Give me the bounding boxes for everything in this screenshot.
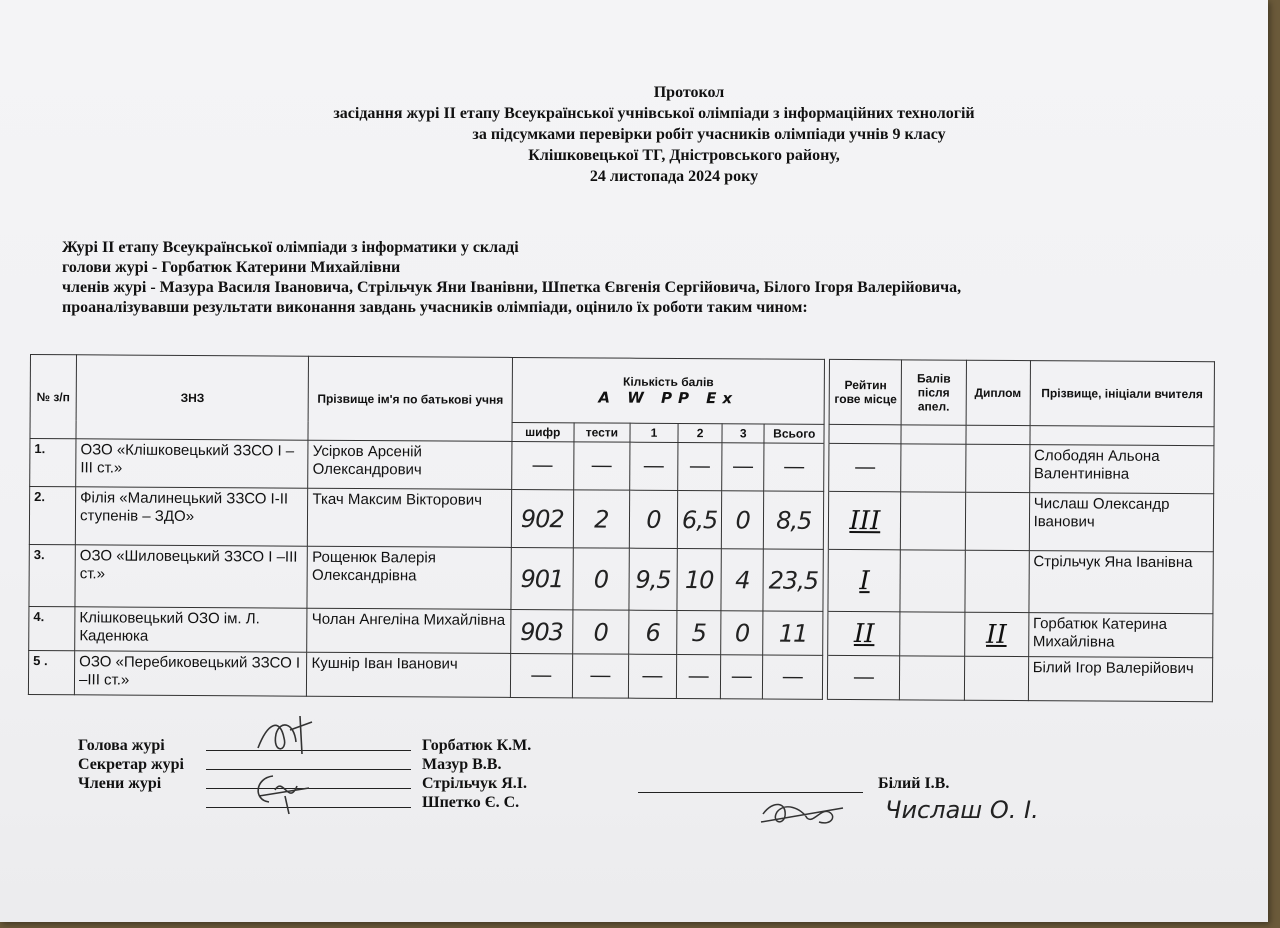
teacher-cell: Горбатюк Катерина Михайлівна xyxy=(1028,613,1213,658)
protocol-subject-line: за підсумками перевірки робіт учасників олімпіади учнів 9 класу xyxy=(472,126,946,143)
col-school-header: ЗНЗ xyxy=(76,355,309,440)
results-table xyxy=(28,354,1215,702)
total-score-cell: 23,5 xyxy=(763,549,823,611)
total-score-cell: 11 xyxy=(763,611,823,655)
school-cell: Клішковецький ОЗО ім. Л. Каденюка xyxy=(75,607,308,652)
col-task3-header: 3 xyxy=(722,424,764,443)
col-num-header: № з/п xyxy=(30,355,77,439)
head-role: Голова журі xyxy=(78,737,165,754)
head-name: Горбатюк К.М. xyxy=(422,737,532,754)
col-scores-header xyxy=(512,357,825,424)
rank-cell: II xyxy=(828,611,900,655)
col-total-header: Всього xyxy=(764,424,824,443)
student-name-cell: Ткач Максим Вікторович xyxy=(308,488,512,547)
table-row xyxy=(29,606,1213,657)
teacher-cell: Числаш Олександр Іванович xyxy=(1029,493,1214,552)
total-score-cell: 8,5 xyxy=(764,491,824,549)
diploma-cell: II xyxy=(964,612,1028,656)
teacher-cell: Слободян Альона Валентинівна xyxy=(1029,445,1214,494)
task1-score-cell: 0 xyxy=(629,490,677,548)
diploma-sub-empty xyxy=(965,425,1029,444)
school-cell: Філія «Малинецький ЗЗСО І-ІІ ступенів – ЗДО» xyxy=(75,487,308,546)
appeal-cell xyxy=(901,492,965,550)
code-cell: 902 xyxy=(511,489,573,547)
scores-handwritten-note: A W PP Ex xyxy=(598,388,739,408)
col-rank-header: Рейтин гове місце xyxy=(829,359,902,424)
jury-intro xyxy=(62,238,961,318)
code-cell: — xyxy=(511,441,573,489)
task2-score-cell: 5 xyxy=(677,610,722,654)
tests-score-cell: — xyxy=(573,442,629,490)
row-number: 2. xyxy=(29,487,75,545)
diploma-cell xyxy=(964,550,1028,612)
tests-score-cell: 0 xyxy=(572,610,628,654)
task3-score-cell: 0 xyxy=(721,611,763,655)
handwritten-signature-2 xyxy=(245,766,315,818)
secretary-role: Секретар журі xyxy=(78,756,184,773)
student-name-cell: Чолан Ангеліна Михайлівна xyxy=(307,608,511,653)
task2-score-cell: 6,5 xyxy=(677,490,722,548)
scores-header-label: Кількість балів xyxy=(622,374,714,390)
task1-score-cell: 6 xyxy=(629,610,677,654)
task3-score-cell: — xyxy=(721,655,763,699)
col-code-header: шифр xyxy=(512,422,574,441)
tests-score-cell: 0 xyxy=(573,548,629,610)
task3-score-cell: 4 xyxy=(721,549,763,611)
col-tests-header: тести xyxy=(574,423,630,442)
diploma-cell xyxy=(965,492,1029,550)
col-task1-header: 1 xyxy=(630,423,678,442)
student-name-cell: Кушнір Іван Іванович xyxy=(307,652,511,697)
col-task2-header: 2 xyxy=(678,423,722,442)
teacher-cell: Білий Ігор Валерійович xyxy=(1028,657,1213,702)
member2-name: Шпетко Є. С. xyxy=(422,794,520,811)
tests-score-cell: 2 xyxy=(573,490,629,548)
code-cell: 901 xyxy=(511,547,573,609)
intro-line: Журі ІІ етапу Всеукраїнської олімпіади з інформатики у складі xyxy=(62,239,519,256)
task2-score-cell: — xyxy=(676,654,721,698)
row-number: 4. xyxy=(29,606,75,650)
members-role: Члени журі xyxy=(78,775,162,792)
appeal-cell xyxy=(901,444,965,492)
signature-line xyxy=(638,776,863,793)
task2-score-cell: — xyxy=(678,442,723,490)
table-row xyxy=(28,650,1212,701)
rank-cell: — xyxy=(828,655,900,699)
appeal-cell xyxy=(900,656,964,700)
student-name-cell: Усірков Арсеній Олександрович xyxy=(308,440,512,489)
rank-cell: I xyxy=(828,549,900,611)
rank-cell: III xyxy=(829,491,901,549)
handwritten-member-name: Числаш О. І. xyxy=(885,796,1039,824)
table-row xyxy=(30,439,1214,494)
task1-score-cell: — xyxy=(628,654,676,698)
row-number: 3. xyxy=(29,544,75,606)
teacher-sub-empty xyxy=(1030,426,1214,446)
school-cell: ОЗО «Шиловецький ЗЗСО І –ІІІ ст.» xyxy=(75,545,308,608)
appeal-sub-empty xyxy=(901,425,965,444)
rank-cell: — xyxy=(829,443,901,491)
tests-score-cell: — xyxy=(572,654,628,698)
protocol-region-line: Клішковецької ТГ, Дністровського району, xyxy=(528,147,840,164)
table-row xyxy=(29,544,1213,613)
protocol-subtitle: засідання журі ІІ етапу Всеукраїнської учнівської олімпіади з інформаційних технологій xyxy=(333,105,975,122)
task3-score-cell: — xyxy=(722,443,764,491)
task1-score-cell: — xyxy=(630,442,678,490)
code-cell: — xyxy=(510,653,572,697)
intro-line: голови журі - Горбатюк Катерини Михайлівни xyxy=(62,259,401,276)
table-row xyxy=(29,487,1213,552)
appeal-cell xyxy=(900,550,964,612)
total-score-cell: — xyxy=(764,443,824,491)
handwritten-signature-3 xyxy=(757,794,847,830)
protocol-title: Протокол xyxy=(653,84,725,101)
member3-name: Білий І.В. xyxy=(878,775,950,792)
protocol-header xyxy=(0,82,1268,187)
col-diploma-header: Диплом xyxy=(966,360,1030,425)
handwritten-signature-1 xyxy=(250,712,320,760)
protocol-date: 24 листопада 2024 року xyxy=(589,168,759,185)
member1-name: Стрільчук Я.І. xyxy=(422,775,527,792)
total-score-cell: — xyxy=(763,655,823,699)
school-cell: ОЗО «Перебиковецький ЗЗСО І –ІІІ ст.» xyxy=(74,651,307,696)
col-appeal-header: Балів після апел. xyxy=(902,360,966,425)
rank-sub-empty xyxy=(829,424,901,443)
table-header-row xyxy=(30,355,1214,427)
teacher-cell: Стрільчук Яна Іванівна xyxy=(1029,551,1214,614)
diploma-cell xyxy=(965,444,1029,492)
secretary-name: Мазур В.В. xyxy=(422,756,502,773)
diploma-cell xyxy=(964,656,1028,700)
intro-line: членів журі - Мазура Василя Івановича, Стрільчук Яни Іванівни, Шпетка Євгенія Сергійовича, Білого Ігоря Валерійовича, xyxy=(62,279,962,296)
task2-score-cell: 10 xyxy=(677,548,722,610)
school-cell: ОЗО «Клішковецький ЗЗСО І –ІІІ ст.» xyxy=(76,439,309,488)
row-number: 1. xyxy=(30,439,76,487)
intro-line: проаналізувавши результати виконання завдань учасників олімпіади, оцінило їх роботи таким чином: xyxy=(62,299,808,316)
task1-score-cell: 9,5 xyxy=(629,548,677,610)
col-student-header: Прізвище ім'я по батькові учня xyxy=(308,356,512,441)
appeal-cell xyxy=(900,612,964,656)
code-cell: 903 xyxy=(510,609,572,653)
student-name-cell: Рощенюк Валерія Олександрівна xyxy=(307,546,511,609)
task3-score-cell: 0 xyxy=(722,491,764,549)
row-number: 5 . xyxy=(28,650,74,694)
col-teacher-header: Прізвище, ініціали вчителя xyxy=(1030,361,1215,427)
